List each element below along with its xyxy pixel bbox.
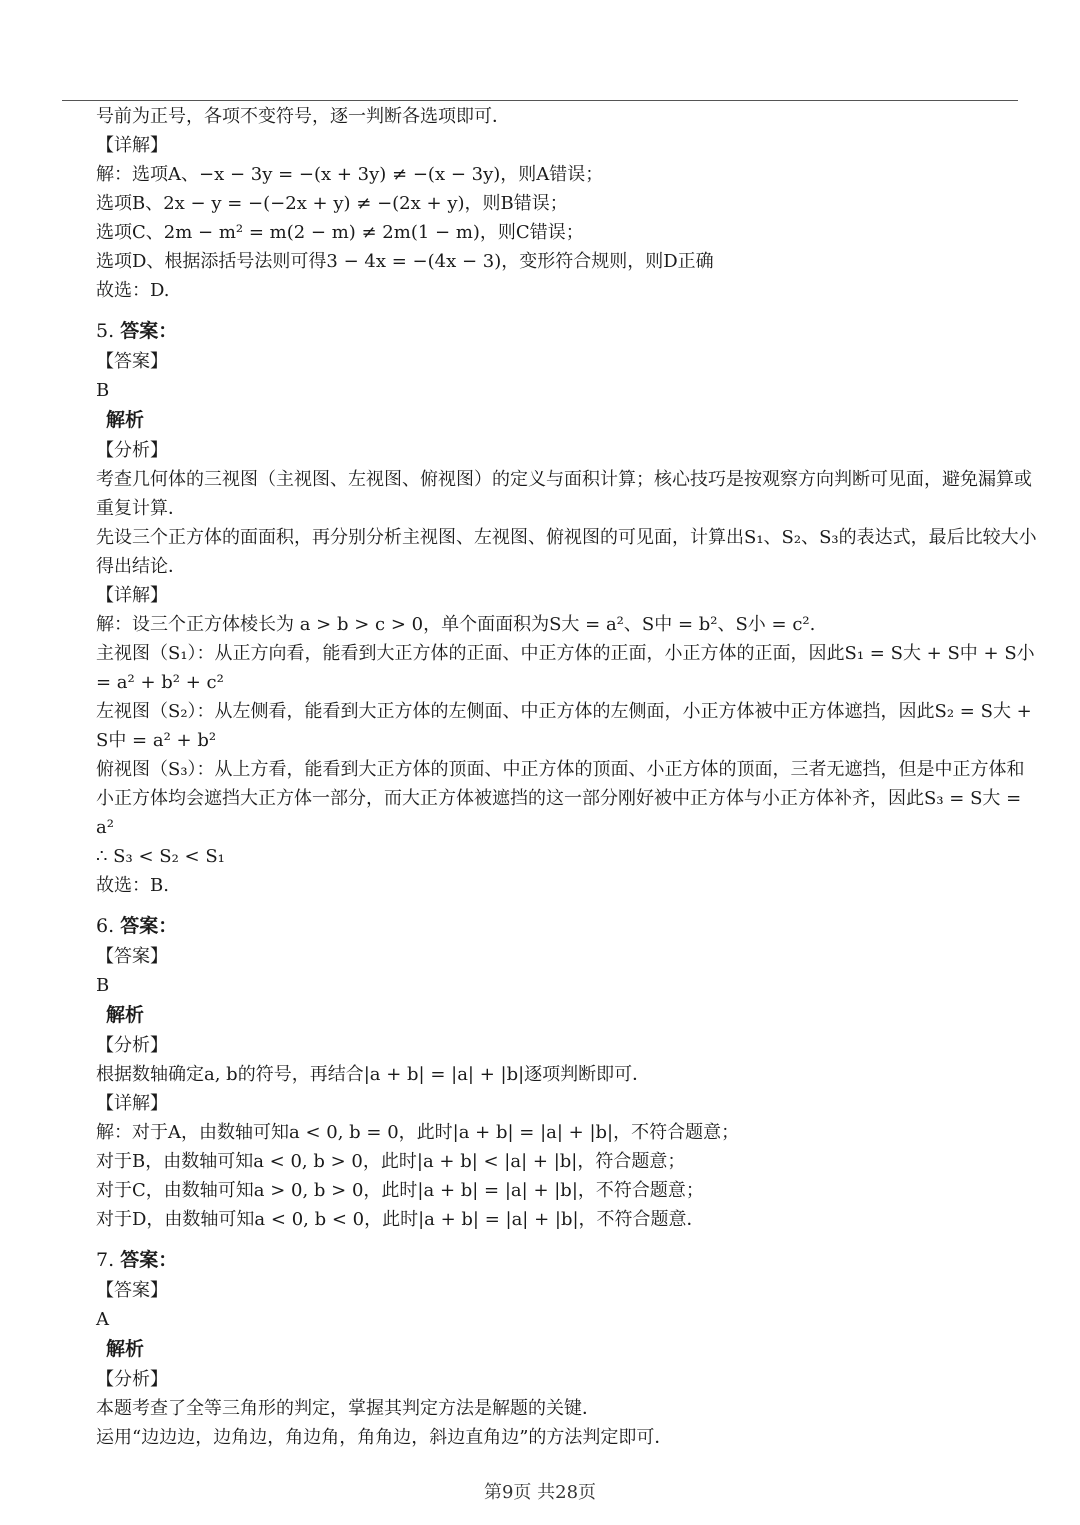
section-label: 【详解】 — [96, 1093, 168, 1114]
text-paragraph: 主视图（S₁）：从正方向看，能看到大正方体的正面、中正方体的正面，小正方体的正面，因此S₁ = S大 + S中 + S小 = a² + b² + c² — [96, 643, 1035, 693]
section-label: 【详解】 — [96, 585, 168, 606]
text-line: 根据数轴确定a, b的符号，再结合|a + b| = |a| + |b|逐项判断即可． — [96, 1064, 651, 1085]
text-line: 选项B、2x − y = −(−2x + y) ≠ −(2x + y)，则B错误； — [96, 193, 568, 214]
question-heading-text: 答案： — [120, 320, 178, 342]
text-line: 对于B，由数轴可知a < 0, b > 0，此时|a + b| < |a| + |b|，符合题意； — [96, 1151, 686, 1172]
text-paragraph: 左视图（S₂）：从左侧看，能看到大正方体的左侧面、中正方体的左侧面，小正方体被中正方体遮挡，因此S₂ = S大 + S中 = a² + b² — [96, 701, 1032, 751]
question-5-heading — [96, 316, 1041, 347]
section-label: 【详解】 — [96, 135, 168, 156]
text-line: 选项C、2m − m² = m(2 − m) ≠ 2m(1 − m)，则C错误； — [96, 222, 584, 243]
text-line: 故选：B. — [96, 875, 169, 896]
question-6-heading — [96, 911, 1041, 942]
text-line: 运用“边边边，边角边，角边角，角角边，斜边直角边”的方法判定即可． — [96, 1427, 673, 1448]
question-number: 5. — [96, 320, 115, 342]
answer-value: B — [96, 975, 110, 996]
answer-value: A — [96, 1309, 109, 1330]
section-label: 【答案】 — [96, 1280, 168, 1301]
question-heading-text: 答案： — [120, 1249, 178, 1271]
text-line: 选项D、根据添括号法则可得3 − 4x = −(4x − 3)，变形符合规则，则D正确 — [96, 251, 714, 272]
question-7-heading — [96, 1245, 1041, 1276]
text-line: 解：对于A，由数轴可知a < 0, b = 0，此时|a + b| = |a| + |b|，不符合题意； — [96, 1122, 740, 1143]
question-number: 7. — [96, 1249, 115, 1271]
section-label: 【分析】 — [96, 1035, 168, 1056]
text-line: 解：选项A、−x − 3y = −(x + 3y) ≠ −(x − 3y)，则A错误； — [96, 164, 604, 185]
text-line: 解：设三个正方体棱长为 a > b > c > 0，单个面面积为S大 = a²、S中 = b²、S小 = c². — [96, 614, 816, 635]
header-rule — [62, 100, 1018, 101]
question-heading-text: 答案： — [120, 915, 178, 937]
analysis-heading: 解析 — [106, 409, 145, 431]
page-footer: 第9页 共28页 — [483, 1482, 597, 1503]
section-label: 【分析】 — [96, 1369, 168, 1390]
text-line: ∴ S₃ < S₂ < S₁ — [96, 846, 225, 867]
text-paragraph: 考查几何体的三视图（主视图、左视图、俯视图）的定义与面积计算；核心技巧是按观察方向判断可见面，避免漏算或重复计算． — [96, 469, 1032, 519]
analysis-heading: 解析 — [106, 1338, 145, 1360]
text-line: 故选：D. — [96, 280, 170, 301]
text-line: 号前为正号，各项不变符号，逐一判断各选项即可． — [96, 106, 510, 127]
section-label: 【答案】 — [96, 946, 168, 967]
text-line: 对于C，由数轴可知a > 0, b > 0，此时|a + b| = |a| + |b|，不符合题意； — [96, 1180, 704, 1201]
section-label: 【答案】 — [96, 351, 168, 372]
text-paragraph: 先设三个正方体的面面积，再分别分析主视图、左视图、俯视图的可见面，计算出S₁、S₂、S₃的表达式，最后比较大小得出结论． — [96, 527, 1037, 577]
section-label: 【分析】 — [96, 440, 168, 461]
answer-value: B — [96, 380, 110, 401]
text-paragraph: 俯视图（S₃）：从上方看，能看到大正方体的顶面、中正方体的顶面、小正方体的顶面，三者无遮挡，但是中正方体和小正方体均会遮挡大正方体一部分，而大正方体被遮挡的这一部分刚好被中正方体与小正方体补齐，因此S₃ = S大 = a² — [96, 759, 1025, 838]
text-line: 本题考查了全等三角形的判定，掌握其判定方法是解题的关键． — [96, 1398, 600, 1419]
text-line: 对于D，由数轴可知a < 0, b < 0，此时|a + b| = |a| + |b|，不符合题意． — [96, 1209, 705, 1230]
page-content — [96, 102, 1041, 1452]
analysis-heading: 解析 — [106, 1004, 145, 1026]
question-number: 6. — [96, 915, 115, 937]
